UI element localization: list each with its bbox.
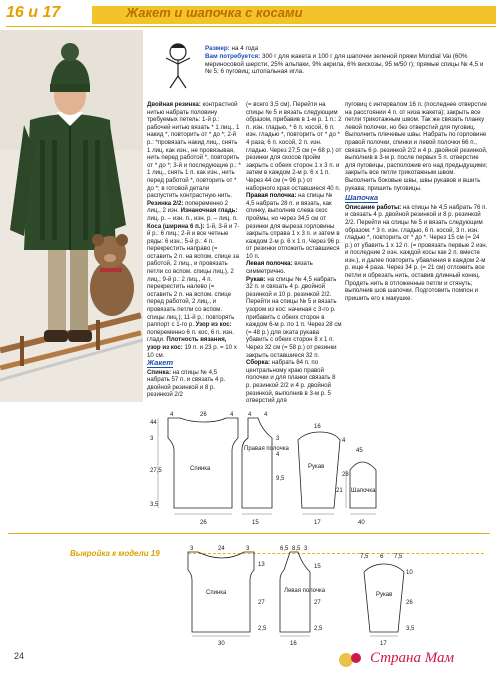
dim-front-right-2: 4 — [276, 452, 280, 458]
left-front-text: вязать симметрично. — [246, 260, 313, 276]
page-title: Жакет и шапочка с косами — [126, 5, 303, 20]
dim2-back-top-3: 3 — [246, 546, 250, 552]
term-label: Двойная резинка: — [147, 101, 203, 108]
dim-back-top-mid: 26 — [200, 412, 207, 418]
assembly-text: набрать 84 п. по центральному краю правой полочки и для планки связать 8 р. резинкой 2/2 и 4 р. двойной резинкой, выполнив в 3-м р. 5 отверстий для — [246, 359, 336, 405]
materials-text: 300 г для жакета и 100 г для шапочки зеленой пряжи Mondial Vai (60% мериносовой шерсти, 25% альпаки, 9% акрила, 6% вискозы, 95 м/50 г); прямые спицы № 4,5 и № 5; 6 пуговиц; штопальная игла. — [205, 52, 484, 76]
dim2-sleeve-top-3: 7,5 — [394, 554, 403, 560]
dim2-back-bottom: 30 — [218, 641, 225, 646]
assembly-continued: пуговиц с интервалом 16 п. (последнее отверстие на расстоянии 4 п. от низа жакета); закрыть все петли трикотажным швом. Так же связать планку левой полочки, но без отверстий для пуговиц. Выполнить плечевые швы. Набрать по горловине правой полочки, спинки и левой полочки 66 п., связать 6 р. резинкой 2/2 и 4 р. двойной резинкой, выполнив в 3-м р. после первых 5 п. отверстие для пуговицы, расположив его над предыдущими; закрыть все петли трикотажным швом. Выполнить боковые швы, швы рукавов и вшить рукава; пришить пуговицы. — [345, 101, 488, 192]
term-label: Спинка: — [147, 368, 173, 376]
front-outline — [242, 418, 272, 508]
dim-sleeve-bottom: 17 — [314, 520, 321, 526]
dim-back-top-left: 4 — [170, 412, 174, 418]
dim-front-bottom: 15 — [252, 520, 259, 526]
sleeve-label: Рукав — [308, 464, 325, 470]
left-front-label: Левая полочка: — [246, 260, 293, 268]
size-label: Размер: — [205, 45, 230, 52]
dim-front-top-2: 4 — [264, 412, 268, 418]
dim-sleeve-right-1: 4 — [342, 438, 346, 444]
dim2-front-right-1: 15 — [314, 564, 321, 570]
right-front-label: Правая полочка: — [246, 192, 297, 200]
dim-front-right-3: 9,5 — [276, 476, 285, 482]
materials-label: Вам потребуется: — [205, 52, 261, 60]
dim-sleeve-right-2: 28 — [342, 472, 349, 478]
assembly-label: Сборка: — [246, 359, 270, 367]
sleeve2-label: Рукав — [376, 592, 393, 598]
term-label: Узор из кос: — [195, 321, 232, 329]
brand-watermark: Страна Мам — [370, 650, 455, 666]
dim2-sleeve-right-3: 3,5 — [406, 626, 415, 632]
sleeve-text: на спицы № 4,5 набрать 32 п. и связать 4 р. двойной резинкой и 10 р. резинкой 2/2. Перейти на спицы № 5 и вязать узором из кос: начиная с 3-го р. прибавить с обеих сторон в каждом 6-м р. по 1 п. Через 28 см (= 48 р.) для оката рукава убавить с обеих сторон 8 х 1 п. Через 32 см (= 58 р.) от резинки закрыть оставшиеся 32 п. — [246, 275, 342, 359]
dim-back-left-4: 3,5 — [150, 502, 159, 508]
instructions-column-3 — [345, 101, 488, 302]
back-outline — [168, 418, 238, 508]
right-front-text: на спицы № 4,5 набрать 28 п. и вязать, как спинку, выполнив слева скос проймы, но через 34,5 см от резинки для выреза горловины закрыть справа 1 х 3 п. и затем в каждом 2-м р. 6 х 1 п. Через 96 р. от резинки отложить оставшиеся 10 п. — [246, 192, 341, 260]
dim2-front-right-3: 2,5 — [314, 626, 323, 632]
dim2-sleeve-top-1: 7,5 — [360, 554, 369, 560]
dim-back-left-3: 27,5 — [150, 468, 162, 474]
hat-heading: Шапочка — [345, 193, 379, 203]
term-label: Коса (ширина 6 п.): — [147, 222, 207, 230]
dim-back-left-2: 3 — [150, 436, 154, 442]
term-text: попеременно 6 п. кос, 6 п. изн. глади. — [147, 328, 234, 344]
instructions-column-2 — [246, 101, 342, 405]
dim2-back-top-2: 24 — [218, 546, 225, 552]
term-text: контрастной нитью набрать половину требуемых петель: 1-й р.: рабочей нитью вязать * 1 лиц., 1 накид *, повторить от * до *; 2-й р.: *провязать накид лиц., снять 1 лиц. как изн., не провязывая, нить перед работой *, повторить от * до *; 3-й и последующие р.: * 1 лиц., снять 1 п. как изн., нить перед работой *, повторить от * до *; в готовой детали распустить контрастную нить. — [147, 101, 241, 200]
term-label: Резинка 2/2: — [147, 199, 186, 207]
dim-hat-bottom: 40 — [358, 520, 365, 526]
term-text: 1-й, 3-й и 7-й р.: 6 лиц.; 2-й и все четные ряды: 6 изн.; 5-й р.: 4 п. перекрестить направо (= оставить 2 п. на вспом. спице за работой, 2 лиц., и провязать петли со вспом. спицы лиц.), 2 лиц.; 9-й р.: 2 лиц., 4 п. перекрестить налево (= оставить 2 п. на вспом. спице перед работой, 2 лиц., и провязать петли со вспом. спицы лиц.); 11-й р.: повторять раппорт с 1-го р. — [147, 222, 240, 329]
term-text: 19 п. и 23 р. = 10 х 10 см. — [147, 344, 237, 359]
front-label: Правая полочка — [244, 446, 289, 452]
model-photo — [0, 30, 143, 402]
dim2-sleeve-bottom: 17 — [380, 641, 387, 646]
term-label: Плотность вязания, узор из кос: — [147, 336, 227, 351]
dim-hat-top: 45 — [356, 448, 363, 454]
sleeve2-outline — [364, 564, 404, 632]
sleeve-label: Рукав: — [246, 275, 266, 283]
dim2-back-top-1: 3 — [190, 546, 194, 552]
section-divider — [8, 533, 490, 534]
hat-description-label: Описание работы: — [345, 203, 402, 211]
brand-logo-icon — [336, 648, 366, 672]
dim2-sleeve-right-1: 10 — [406, 570, 413, 576]
dim2-front-top-1: 6,5 — [280, 546, 289, 552]
dim2-front-right-2: 27 — [314, 600, 321, 606]
hat-label: Шапочка — [351, 488, 376, 494]
jacket-section — [147, 357, 241, 399]
jacket-heading: Жакет — [147, 358, 174, 367]
dim2-front-top-3: 3 — [304, 546, 308, 552]
dim-front-top-1: 4 — [248, 412, 252, 418]
stitch-patterns-column — [147, 101, 241, 359]
schematic-model-19 — [180, 544, 490, 646]
term-text: лиц. р. – изн. п., изн. р. – лиц. п. — [147, 214, 238, 222]
hat-description-text: на спицы № 4,5 набрать 76 п. и связать 4 р. двойной резинкой и 8 р. резинкой 2/2. Перейти на спицы № 5 и вязать следующим образом: * 3 п. изн. гладью, 6 п. косой, 3 п. изн. гладью *, повторить от * до *. Через 15 см (= 24 р.) от убавить 1 х 12 п. (= провязать первые 2 изн. и последние 2 изн. каждой косы как 2 п. вместе изн.), и далее повторить убавления в каждом 2-м р. еще 4 раза. Через 34 р. (= 21 см) отложить все петли и обрезать нить, оставив длинный конец. Продеть нить в отложенные петли и стянуть; выполнив шов шапочки. Подготовить помпон и пришить его к макушке. — [345, 203, 488, 302]
dim-hat-left: 21 — [336, 488, 343, 494]
model-numbers: 16 и 17 — [6, 4, 61, 21]
kid-mascot-icon — [158, 40, 198, 90]
back-continued: (= всего 3,5 см). Перейти на спицы № 5 и вязать следующим образом, прибавив в 1-м р. 1 п.: 2 п. изн. гладью, * 6 п. косой, 6 п. изн. гладью *, повторить от * до * 4 раза, 6 п. косой, 2 п. изн. гладью. Через 27,5 см (= 68 р.) от резинки для скосов пройм закрыть с обеих сторон 1 х 3 п. и затем в каждом 2-м р. 6 х 1 п. Через 44 см (= 96 р.) от наборного края оставшиеся 40 п. — [246, 101, 342, 192]
page-number: 24 — [14, 651, 25, 661]
back-instructions — [147, 369, 241, 399]
dim-back-left-1: 44 — [150, 420, 157, 426]
front2-label: Левая полочка — [284, 588, 326, 594]
schematic-model-17 — [150, 410, 490, 530]
dim2-front-top-2: 8,5 — [292, 546, 301, 552]
size-value: на 4 года — [231, 45, 259, 52]
term-text: на спицы № 4,5 набрать 57 п. и связать 4 р. двойной резинкой и 8 р. резинкой 2/2 — [147, 368, 226, 399]
page-header — [6, 4, 494, 26]
term-text: попеременно 2 лиц., 2 изн. — [147, 199, 229, 215]
size-materials — [205, 45, 490, 76]
hat-outline — [350, 462, 376, 508]
dim2-sleeve-top-2: 6 — [380, 554, 384, 560]
dim2-back-right-1: 13 — [258, 562, 265, 568]
back-label: Спинка — [190, 466, 211, 472]
dim2-sleeve-right-2: 26 — [406, 600, 413, 606]
dim-back-top-right: 4 — [230, 412, 234, 418]
dim-back-bottom: 26 — [200, 520, 207, 526]
header-rule — [6, 26, 496, 27]
dim2-back-right-3: 2,5 — [258, 626, 267, 632]
back2-label: Спинка — [206, 590, 227, 596]
dim2-back-right-2: 27 — [258, 600, 265, 606]
dim-front-right-1: 3 — [276, 436, 280, 442]
pattern-19-title: Выкройка к модели 19 — [70, 549, 160, 558]
dim-sleeve-top: 16 — [314, 424, 321, 430]
dim2-front-bottom: 16 — [290, 641, 297, 646]
term-label: Изнаночная гладь: — [180, 207, 238, 215]
sleeve-outline — [298, 432, 340, 508]
